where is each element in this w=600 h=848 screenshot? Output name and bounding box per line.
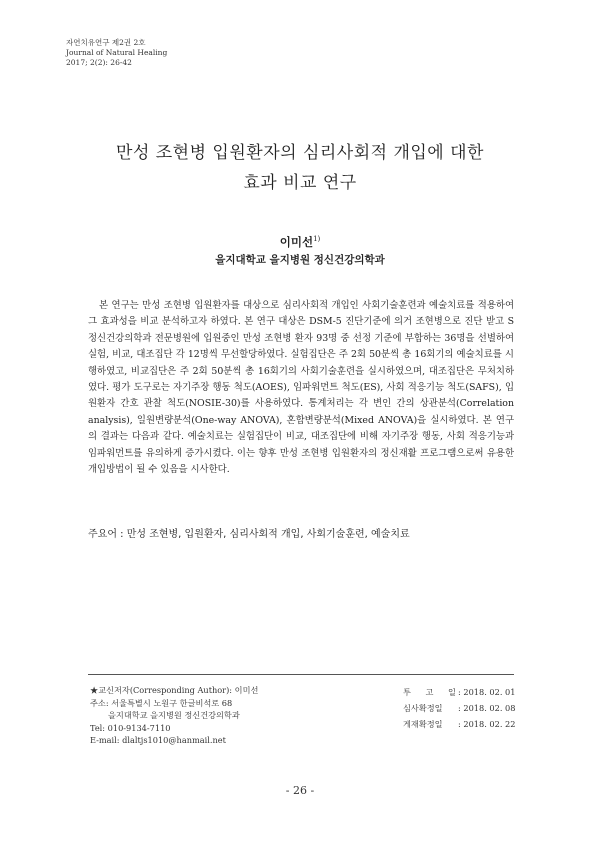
date-row-submitted xyxy=(403,684,515,700)
page-number: - 26 - xyxy=(285,784,315,797)
date-value: : 2018. 02. 01 xyxy=(458,687,516,697)
journal-header xyxy=(66,38,167,68)
abstract-text: 본 연구는 만성 조현병 입원환자를 대상으로 심리사회적 개입인 사회기술훈련과 예술치료를 적용하여 그 효과성을 비교 분석하고자 하였다. 본 연구 대상은 DSM-5 진단기준에 의거 조현병으로 진단 받고 S정신건강의학과 전문병원에 입원중인 만성 조현병 환자 93명 중 선정 기준에 부합하는 36명을 선별하여 실험, 비교, 대조집단 각 12명씩 무선할당하였다. 실험집단은 주 2회 50분씩 총 16회기의 예술치료를 시행하였고, 비교집단은 주 2회 50분씩 총 16회기의 사회기술훈련을 실시하였으며, 대조집단은 무처치하였다. 평가 도구로는 자기주장 행동 척도(AOES), 임파워먼트 척도(ES), 사회 적응기능 척도(SAFS), 입원환자 간호 관찰 척도(NOSIE-30)를 사용하였다. 통계처리는 각 변인 간의 상관분석(Correlation analysis), 일원변량분석(One-way ANOVA), 혼합변량분석(Mixed ANOVA)을 실시하였다. 본 연구의 결과는 다음과 같다. 예술치료는 실험집단이 비교, 대조집단에 비해 자기주장 행동, 사회 적응기능과 임파워먼트를 유의하게 증가시켰다. 이는 향후 만성 조현병 입원환자의 정신재활 프로그램으로써 유용한 개입방법이 될 수 있음을 시사한다. xyxy=(88,300,514,476)
date-label: 투 고 일 xyxy=(403,687,462,697)
title-line-2: 효과 비교 연구 xyxy=(243,173,357,193)
correspondence-block xyxy=(90,684,258,747)
date-value: : 2018. 02. 22 xyxy=(458,719,516,729)
corresponding-author: ★교신저자(Corresponding Author): 이미선 xyxy=(90,685,259,695)
journal-name-english: Journal of Natural Healing xyxy=(66,48,168,57)
author-affiliation: 을지대학교 을지병원 정신건강의학과 xyxy=(215,254,385,266)
journal-volume-pages: 2017; 2(2): 26-42 xyxy=(66,58,132,67)
author-footnote-marker: 1) xyxy=(313,235,321,244)
date-label: 심사확정일 xyxy=(403,703,443,713)
address-line-1: 주소: 서울특별시 노원구 한글비석로 68 xyxy=(90,697,233,708)
journal-name-korean: 자연치유연구 제2권 2호 xyxy=(66,38,146,47)
date-row-accepted xyxy=(403,716,515,732)
paper-title xyxy=(0,138,600,198)
footnote-divider xyxy=(88,674,514,675)
author-name-text: 이미선 xyxy=(279,235,314,249)
address-line-2: 을지대학교 을지병원 정신건강의학과 xyxy=(108,710,240,720)
date-label: 게재확정일 xyxy=(403,719,443,729)
keywords: 주요어 : 만성 조현병, 입원환자, 심리사회적 개입, 사회기술훈련, 예술치료 xyxy=(88,529,410,540)
date-value: : 2018. 02. 08 xyxy=(458,703,516,713)
title-line-1: 만성 조현병 입원환자의 심리사회적 개입에 대한 xyxy=(116,143,484,163)
submission-dates xyxy=(403,684,515,732)
email: E-mail: dlaltjs1010@hanmail.net xyxy=(90,735,226,745)
telephone: Tel: 010-9134-7110 xyxy=(90,722,171,733)
author-name xyxy=(0,234,600,250)
date-row-reviewed xyxy=(403,700,515,716)
